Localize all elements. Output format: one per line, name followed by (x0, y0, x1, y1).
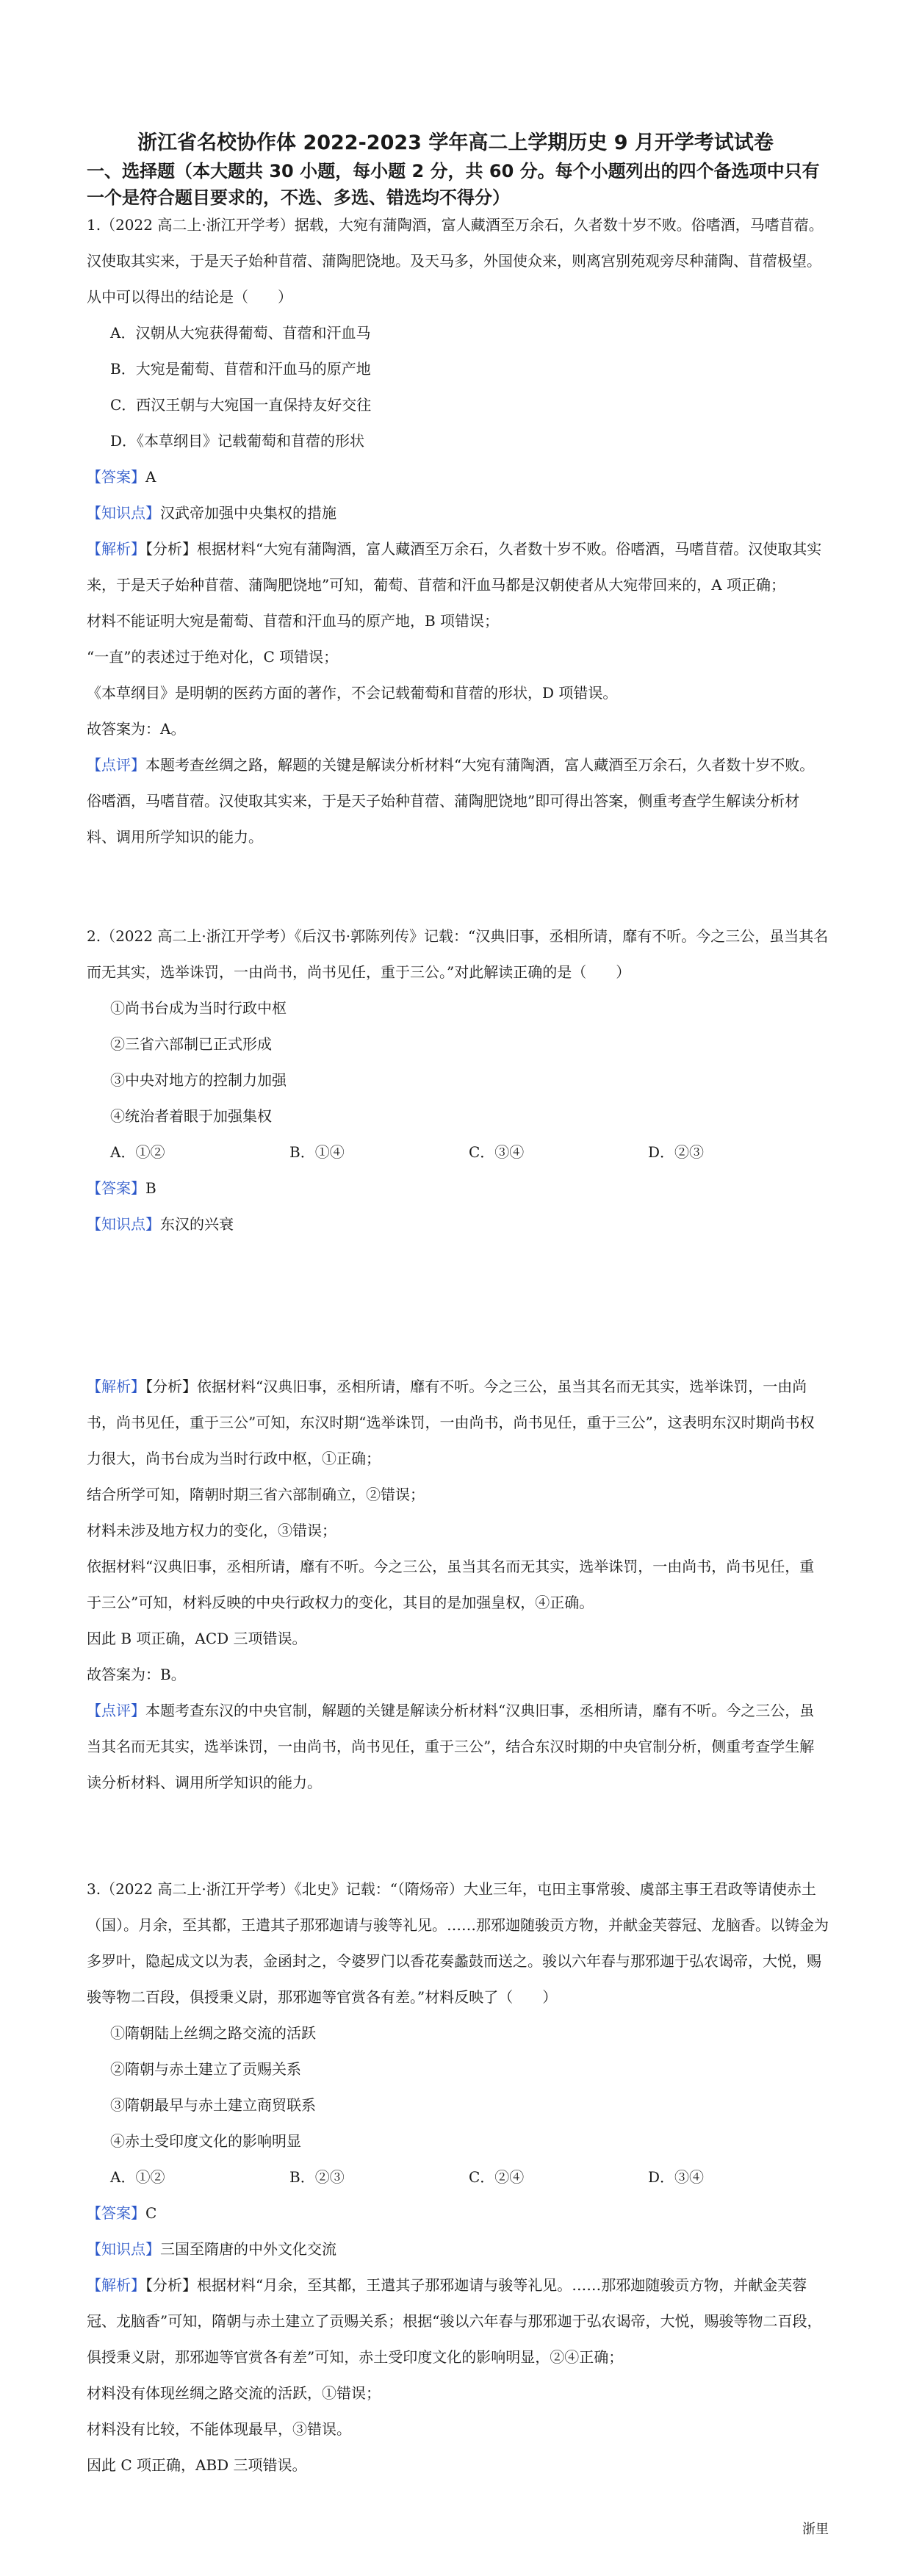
question-2-knowledge (87, 1206, 829, 1242)
choice-b: B．①④ (289, 1143, 345, 1161)
answer-value: B (145, 1179, 156, 1197)
analysis-tag: 【解析】 (87, 540, 145, 558)
question-2-statement-3: ③中央对地方的控制力加强 (110, 1071, 287, 1089)
question-1-knowledge (87, 495, 829, 531)
question-3-analysis-2: 材料没有体现丝绸之路交流的活跃，①错误； (87, 2384, 381, 2402)
choice-a: A．①② (110, 2168, 165, 2186)
question-2-comment (87, 1693, 829, 1801)
knowledge-tag: 【知识点】 (87, 504, 160, 522)
knowledge-value: 三国至隋唐的中外文化交流 (160, 2240, 336, 2258)
knowledge-tag: 【知识点】 (87, 2240, 160, 2258)
answer-value: C (145, 2204, 157, 2222)
question-2-analysis-3: 材料未涉及地方权力的变化，③错误； (87, 1522, 336, 1539)
question-3-analysis-3: 材料没有比较，不能体现最早，③错误。 (87, 2420, 351, 2438)
question-2-analysis-2: 结合所学可知，隋朝时期三省六部制确立，②错误； (87, 1486, 425, 1503)
choice-a: A．①② (110, 1143, 165, 1161)
analysis-text: 【分析】根据材料“月余，至其都，王遣其子那邪迦请与骏等礼见。……那邪迦随骏贡方物，并献金芙蓉冠、龙脑香”可知，隋朝与赤土建立了贡赐关系；根据“骏以六年春与那邪迦于弘农谒帝，大悦，赐骏等物二百段，俱授秉义尉，那邪迦等官赏各有差”可知，赤土受印度文化的影响明显，②④正确； (87, 2276, 822, 2366)
document-title: 浙江省名校协作体 2022-2023 学年高二上学期历史 9 月开学考试试卷 (137, 132, 774, 154)
answer-tag: 【答案】 (87, 468, 145, 486)
analysis-tag: 【解析】 (87, 2276, 145, 2294)
question-2-analysis-4: 依据材料“汉典旧事，丞相所请，靡有不听。今之三公，虽当其名而无其实，选举诛罚，一由尚书，尚书见任，重于三公”可知，材料反映的中央行政权力的变化，其目的是加强皇权，④正确。 (87, 1558, 815, 1611)
question-2-statement-1: ①尚书台成为当时行政中枢 (110, 999, 287, 1017)
choice-c: C．③④ (469, 1143, 525, 1161)
question-3-analysis-4: 因此 C 项正确，ABD 三项错误。 (87, 2456, 307, 2474)
question-3-statement-3: ③隋朝最早与赤土建立商贸联系 (110, 2096, 316, 2114)
question-1-analysis-2: 材料不能证明大宛是葡萄、苜蓿和汗血马的原产地，B 项错误； (87, 612, 500, 630)
answer-tag: 【答案】 (87, 1179, 145, 1197)
question-2-analysis-6: 故答案为：B。 (87, 1666, 186, 1683)
section-heading: 一、选择题（本大题共 30 小题，每小题 2 分，共 60 分。每个小题列出的四个备选项中只有一个是符合题目要求的，不选、多选、错选均不得分） (87, 161, 820, 208)
question-2-statement-2: ②三省六部制已正式形成 (110, 1035, 272, 1053)
question-3 (87, 1871, 829, 2483)
analysis-text: 【分析】根据材料“大宛有蒲陶酒，富人藏酒至万余石，久者数十岁不败。俗嗜酒，马嗜苜蓿。汉使取其实来，于是天子始种苜蓿、蒲陶肥饶地”可知，葡萄、苜蓿和汗血马都是汉朝使者从大宛带回来的，A 项正确； (87, 540, 822, 594)
page-footer: 浙里 (802, 2522, 829, 2537)
question-1-stem: 1.（2022 高二上·浙江开学考）据载，大宛有蒲陶酒，富人藏酒至万余石，久者数十岁不败。俗嗜酒，马嗜苜蓿。汉使取其实来，于是天子始种苜蓿、蒲陶肥饶地。及天马多，外国使众来，则离宫别苑观旁尽种蒲陶、苜蓿极望。从中可以得出的结论是（ ） (87, 216, 824, 306)
question-1-option-c: C．西汉王朝与大宛国一直保持友好交往 (110, 396, 372, 414)
question-1-option-d: D．《本草纲目》记载葡萄和苜蓿的形状 (110, 432, 365, 450)
question-3-analysis-1 (87, 2267, 829, 2375)
analysis-text: 【分析】依据材料“汉典旧事，丞相所请，靡有不听。今之三公，虽当其名而无其实，选举诛罚，一由尚书，尚书见任，重于三公”可知，东汉时期“选举诛罚，一由尚书，尚书见任，重于三公”，这表明东汉时期尚书权力很大，尚书台成为当时行政中枢，①正确； (87, 1378, 815, 1467)
question-2-statement-4: ④统治者着眼于加强集权 (110, 1107, 272, 1125)
question-3-choices (87, 2159, 829, 2195)
question-3-knowledge (87, 2231, 829, 2267)
question-1 (87, 207, 829, 855)
question-3-answer (87, 2195, 829, 2231)
question-1-comment (87, 747, 829, 855)
knowledge-value: 汉武帝加强中央集权的措施 (160, 504, 336, 522)
comment-tag: 【点评】 (87, 1702, 145, 1719)
question-3-stem: 3.（2022 高二上·浙江开学考）《北史》记载：“（隋炀帝）大业三年，屯田主事常骏、虞部主事王君政等请使赤土（国）。月余，至其都，王遣其子那邪迦请与骏等礼见。……那邪迦随骏贡方物，并献金芙蓉冠、龙脑香。以铸金为多罗叶，隐起成文以为表，金函封之，令婆罗门以香花奏蠡鼓而送之。骏以六年春与那邪迦于弘农谒帝，大悦，赐骏等物二百段，俱授秉义尉，那邪迦等官赏各有差。”材料反映了（ ） (87, 1880, 829, 2006)
knowledge-tag: 【知识点】 (87, 1215, 160, 1233)
comment-text: 本题考查丝绸之路，解题的关键是解读分析材料“大宛有蒲陶酒，富人藏酒至万余石，久者数十岁不败。俗嗜酒，马嗜苜蓿。汉使取其实来，于是天子始种苜蓿、蒲陶肥饶地”即可得出答案，侧重考查学生解读分析材料、调用所学知识的能力。 (87, 756, 815, 846)
analysis-tag: 【解析】 (87, 1378, 145, 1395)
answer-tag: 【答案】 (87, 2204, 145, 2222)
choice-d: D．②③ (648, 1143, 705, 1161)
question-1-analysis-4: 《本草纲目》是明朝的医药方面的著作，不会记载葡萄和苜蓿的形状，D 项错误。 (87, 684, 618, 702)
question-2-analysis-5: 因此 B 项正确，ACD 三项错误。 (87, 1630, 307, 1647)
question-3-statement-1: ①隋朝陆上丝绸之路交流的活跃 (110, 2024, 316, 2042)
question-3-statement-2: ②隋朝与赤土建立了贡赐关系 (110, 2060, 301, 2078)
question-2 (87, 918, 829, 1242)
question-2-choices (87, 1134, 829, 1170)
comment-text: 本题考查东汉的中央官制，解题的关键是解读分析材料“汉典旧事，丞相所请，靡有不听。今之三公，虽当其名而无其实，选举诛罚，一由尚书，尚书见任，重于三公”，结合东汉时期的中央官制分析，侧重考查学生解读分析材料、调用所学知识的能力。 (87, 1702, 815, 1791)
question-1-answer (87, 459, 829, 495)
question-1-analysis-5: 故答案为：A。 (87, 720, 186, 738)
answer-value: A (145, 468, 156, 486)
question-2-analysis (87, 1369, 829, 1801)
choice-d: D．③④ (648, 2168, 705, 2186)
knowledge-value: 东汉的兴衰 (160, 1215, 234, 1233)
choice-b: B．②③ (289, 2168, 345, 2186)
comment-tag: 【点评】 (87, 756, 145, 774)
question-1-analysis-3: “一直”的表述过于绝对化，C 项错误； (87, 648, 339, 666)
choice-c: C．②④ (469, 2168, 525, 2186)
question-2-analysis-1 (87, 1369, 829, 1477)
question-1-option-b: B．大宛是葡萄、苜蓿和汗血马的原产地 (110, 360, 371, 378)
question-2-stem: 2.（2022 高二上·浙江开学考）《后汉书·郭陈列传》记载：“汉典旧事，丞相所请，靡有不听。今之三公，虽当其名而无其实，选举诛罚，一由尚书，尚书见任，重于三公。”对此解读正确的是（ ） (87, 927, 829, 981)
question-1-option-a: A．汉朝从大宛获得葡萄、苜蓿和汗血马 (110, 324, 371, 342)
question-1-analysis-1 (87, 531, 829, 603)
question-3-statement-4: ④赤土受印度文化的影响明显 (110, 2132, 301, 2150)
question-2-answer (87, 1170, 829, 1206)
